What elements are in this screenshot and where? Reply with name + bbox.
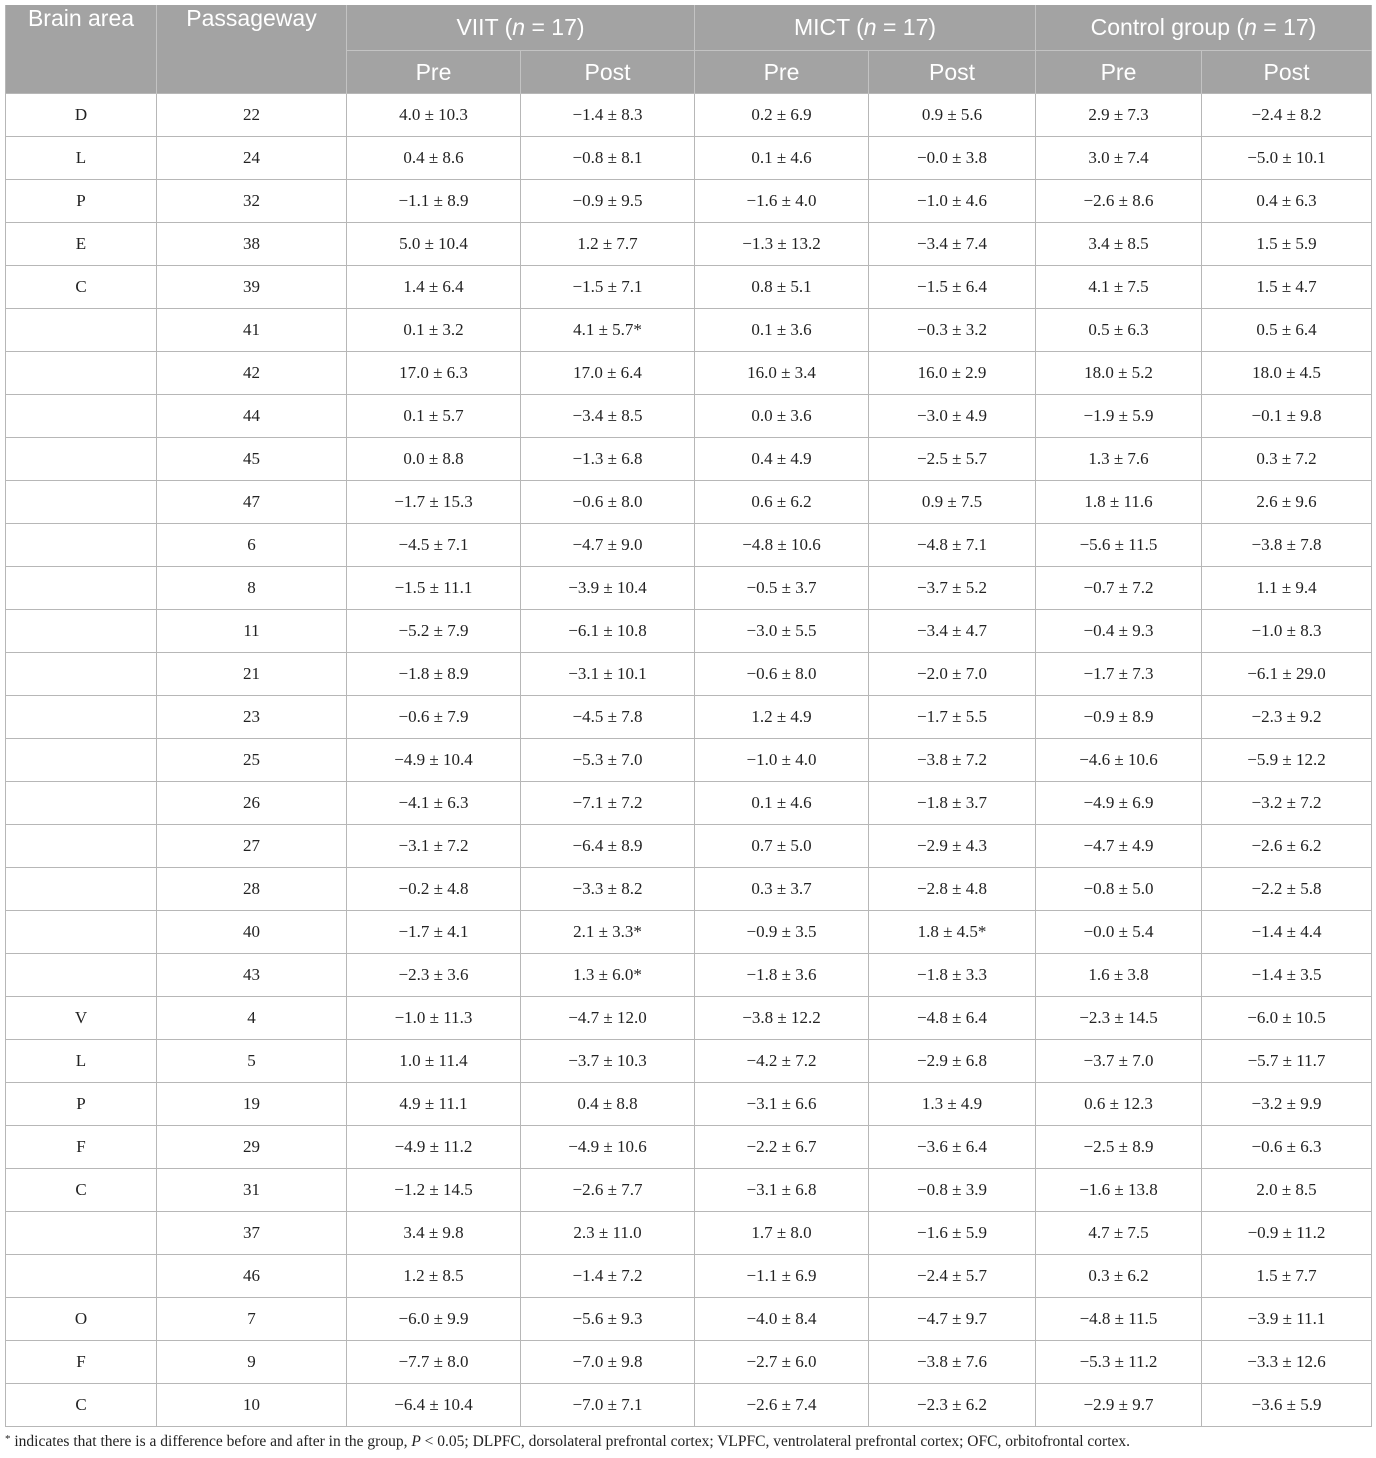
- cell-mict-post: −3.8 ± 7.2: [869, 739, 1036, 782]
- table-row: [6, 309, 1372, 352]
- cell-mict-post: −3.7 ± 5.2: [869, 567, 1036, 610]
- table-row: [6, 1126, 1372, 1169]
- cell-control-pre: 4.7 ± 7.5: [1036, 1212, 1202, 1255]
- cell-viit-pre: −5.2 ± 7.9: [347, 610, 521, 653]
- cell-control-post: −3.9 ± 11.1: [1202, 1298, 1372, 1341]
- cell-control-pre: −0.7 ± 7.2: [1036, 567, 1202, 610]
- cell-viit-pre: 0.0 ± 8.8: [347, 438, 521, 481]
- cell-passageway: 24: [157, 137, 347, 180]
- cell-mict-post: −0.8 ± 3.9: [869, 1169, 1036, 1212]
- cell-brain-area: L: [6, 1040, 157, 1083]
- cell-control-post: −1.4 ± 3.5: [1202, 954, 1372, 997]
- cell-control-pre: 1.6 ± 3.8: [1036, 954, 1202, 997]
- cell-passageway: 5: [157, 1040, 347, 1083]
- cell-viit-post: −0.9 ± 9.5: [521, 180, 695, 223]
- cell-brain-area: [6, 653, 157, 696]
- cell-viit-post: −3.1 ± 10.1: [521, 653, 695, 696]
- cell-mict-post: 1.8 ± 4.5*: [869, 911, 1036, 954]
- cell-mict-pre: 0.3 ± 3.7: [695, 868, 869, 911]
- table-row: [6, 352, 1372, 395]
- cell-control-pre: −1.9 ± 5.9: [1036, 395, 1202, 438]
- cell-control-post: 1.5 ± 5.9: [1202, 223, 1372, 266]
- cell-passageway: 40: [157, 911, 347, 954]
- table-row: [6, 180, 1372, 223]
- table-row: [6, 1298, 1372, 1341]
- cell-viit-pre: 4.0 ± 10.3: [347, 94, 521, 137]
- table-row: [6, 868, 1372, 911]
- table-row: [6, 395, 1372, 438]
- cell-passageway: 11: [157, 610, 347, 653]
- header-mict-pre: Pre: [695, 51, 869, 94]
- cell-passageway: 28: [157, 868, 347, 911]
- cell-control-pre: 0.6 ± 12.3: [1036, 1083, 1202, 1126]
- cell-mict-pre: 0.8 ± 5.1: [695, 266, 869, 309]
- cell-mict-post: −2.5 ± 5.7: [869, 438, 1036, 481]
- table-row: [6, 997, 1372, 1040]
- cell-mict-post: −1.7 ± 5.5: [869, 696, 1036, 739]
- table-footnote: * indicates that there is a difference before and after in the group, P < 0.05; DLPFC, dorsolateral prefrontal cortex; VLPFC, ventrolateral prefrontal cortex; OFC, orbitofrontal cortex.: [5, 1433, 1131, 1450]
- cell-viit-pre: 3.4 ± 9.8: [347, 1212, 521, 1255]
- cell-passageway: 10: [157, 1384, 347, 1427]
- cell-control-pre: 3.4 ± 8.5: [1036, 223, 1202, 266]
- cell-viit-pre: 1.4 ± 6.4: [347, 266, 521, 309]
- cell-viit-pre: 0.1 ± 5.7: [347, 395, 521, 438]
- cell-viit-pre: 4.9 ± 11.1: [347, 1083, 521, 1126]
- cell-passageway: 19: [157, 1083, 347, 1126]
- table-row: [6, 696, 1372, 739]
- cell-control-post: −1.0 ± 8.3: [1202, 610, 1372, 653]
- cell-viit-pre: −2.3 ± 3.6: [347, 954, 521, 997]
- header-viit-post: Post: [521, 51, 695, 94]
- cell-mict-pre: −1.1 ± 6.9: [695, 1255, 869, 1298]
- cell-control-pre: 1.3 ± 7.6: [1036, 438, 1202, 481]
- cell-mict-pre: 0.7 ± 5.0: [695, 825, 869, 868]
- cell-viit-pre: −4.5 ± 7.1: [347, 524, 521, 567]
- cell-control-pre: −5.6 ± 11.5: [1036, 524, 1202, 567]
- cell-control-post: 1.1 ± 9.4: [1202, 567, 1372, 610]
- cell-brain-area: D: [6, 94, 157, 137]
- cell-viit-pre: 1.0 ± 11.4: [347, 1040, 521, 1083]
- cell-passageway: 43: [157, 954, 347, 997]
- cell-viit-post: 0.4 ± 8.8: [521, 1083, 695, 1126]
- cell-mict-post: −0.0 ± 3.8: [869, 137, 1036, 180]
- table-row: [6, 567, 1372, 610]
- table-row: [6, 438, 1372, 481]
- cell-control-post: −2.6 ± 6.2: [1202, 825, 1372, 868]
- cell-mict-pre: −0.5 ± 3.7: [695, 567, 869, 610]
- cell-control-pre: −2.9 ± 9.7: [1036, 1384, 1202, 1427]
- cell-control-post: −3.2 ± 9.9: [1202, 1083, 1372, 1126]
- cell-brain-area: [6, 739, 157, 782]
- cell-brain-area: [6, 610, 157, 653]
- cell-brain-area: [6, 1255, 157, 1298]
- cell-brain-area: [6, 309, 157, 352]
- cell-viit-post: −0.6 ± 8.0: [521, 481, 695, 524]
- cell-brain-area: [6, 395, 157, 438]
- cell-mict-post: 0.9 ± 7.5: [869, 481, 1036, 524]
- cell-control-post: −5.7 ± 11.7: [1202, 1040, 1372, 1083]
- cell-control-post: −6.0 ± 10.5: [1202, 997, 1372, 1040]
- cell-mict-post: −2.9 ± 6.8: [869, 1040, 1036, 1083]
- cell-brain-area: [6, 1212, 157, 1255]
- header-group-viit: VIIT (n = 17): [347, 5, 695, 51]
- cell-control-post: 2.0 ± 8.5: [1202, 1169, 1372, 1212]
- cell-brain-area: [6, 438, 157, 481]
- cell-viit-post: 4.1 ± 5.7*: [521, 309, 695, 352]
- cell-control-pre: −4.7 ± 4.9: [1036, 825, 1202, 868]
- header-group-mict: MICT (n = 17): [695, 5, 1036, 51]
- cell-viit-post: −6.4 ± 8.9: [521, 825, 695, 868]
- cell-viit-post: −1.4 ± 8.3: [521, 94, 695, 137]
- cell-viit-post: −5.6 ± 9.3: [521, 1298, 695, 1341]
- cell-viit-pre: −4.9 ± 11.2: [347, 1126, 521, 1169]
- cell-passageway: 21: [157, 653, 347, 696]
- table-row: [6, 1341, 1372, 1384]
- cell-mict-pre: −0.9 ± 3.5: [695, 911, 869, 954]
- table-row: [6, 782, 1372, 825]
- table-row: [6, 911, 1372, 954]
- cell-brain-area: O: [6, 1298, 157, 1341]
- cell-viit-post: −3.9 ± 10.4: [521, 567, 695, 610]
- cell-mict-post: −3.8 ± 7.6: [869, 1341, 1036, 1384]
- cell-brain-area: [6, 567, 157, 610]
- cell-control-post: −3.2 ± 7.2: [1202, 782, 1372, 825]
- cell-mict-pre: 0.4 ± 4.9: [695, 438, 869, 481]
- cell-viit-pre: −6.4 ± 10.4: [347, 1384, 521, 1427]
- cell-passageway: 39: [157, 266, 347, 309]
- cell-viit-pre: 1.2 ± 8.5: [347, 1255, 521, 1298]
- cell-mict-pre: 0.1 ± 4.6: [695, 137, 869, 180]
- cell-control-pre: −0.8 ± 5.0: [1036, 868, 1202, 911]
- cell-brain-area: L: [6, 137, 157, 180]
- header-passageway: Passageway: [157, 5, 347, 94]
- cell-viit-post: −7.0 ± 9.8: [521, 1341, 695, 1384]
- cell-passageway: 23: [157, 696, 347, 739]
- cell-mict-pre: 0.6 ± 6.2: [695, 481, 869, 524]
- cell-viit-post: −3.4 ± 8.5: [521, 395, 695, 438]
- cell-brain-area: C: [6, 1384, 157, 1427]
- cell-control-post: −0.1 ± 9.8: [1202, 395, 1372, 438]
- cell-passageway: 25: [157, 739, 347, 782]
- cell-control-pre: 0.3 ± 6.2: [1036, 1255, 1202, 1298]
- cell-mict-post: −3.0 ± 4.9: [869, 395, 1036, 438]
- cell-brain-area: [6, 352, 157, 395]
- cell-viit-post: −4.7 ± 9.0: [521, 524, 695, 567]
- cell-viit-pre: −1.7 ± 4.1: [347, 911, 521, 954]
- cell-viit-post: 1.3 ± 6.0*: [521, 954, 695, 997]
- cell-mict-post: −2.9 ± 4.3: [869, 825, 1036, 868]
- cell-brain-area: [6, 524, 157, 567]
- table-row: [6, 1255, 1372, 1298]
- table-row: [6, 954, 1372, 997]
- table-header: [6, 5, 1372, 94]
- cell-passageway: 32: [157, 180, 347, 223]
- cell-mict-post: −2.8 ± 4.8: [869, 868, 1036, 911]
- cell-viit-pre: −1.2 ± 14.5: [347, 1169, 521, 1212]
- cell-mict-post: −1.0 ± 4.6: [869, 180, 1036, 223]
- cell-mict-pre: −2.7 ± 6.0: [695, 1341, 869, 1384]
- cell-viit-post: −6.1 ± 10.8: [521, 610, 695, 653]
- cell-control-pre: 4.1 ± 7.5: [1036, 266, 1202, 309]
- cell-passageway: 41: [157, 309, 347, 352]
- cell-viit-post: −0.8 ± 8.1: [521, 137, 695, 180]
- cell-control-pre: −4.8 ± 11.5: [1036, 1298, 1202, 1341]
- cell-viit-post: −4.7 ± 12.0: [521, 997, 695, 1040]
- cell-passageway: 27: [157, 825, 347, 868]
- cell-passageway: 8: [157, 567, 347, 610]
- cell-viit-pre: −4.1 ± 6.3: [347, 782, 521, 825]
- cell-control-pre: −5.3 ± 11.2: [1036, 1341, 1202, 1384]
- cell-viit-post: −4.5 ± 7.8: [521, 696, 695, 739]
- cell-control-pre: −2.3 ± 14.5: [1036, 997, 1202, 1040]
- cell-mict-pre: −3.0 ± 5.5: [695, 610, 869, 653]
- table-body: [6, 94, 1372, 1427]
- cell-control-post: 0.3 ± 7.2: [1202, 438, 1372, 481]
- cell-mict-pre: −3.8 ± 12.2: [695, 997, 869, 1040]
- cell-viit-post: −7.1 ± 7.2: [521, 782, 695, 825]
- cell-mict-post: 1.3 ± 4.9: [869, 1083, 1036, 1126]
- footnote-symbol: *: [5, 1433, 11, 1445]
- cell-viit-post: 17.0 ± 6.4: [521, 352, 695, 395]
- cell-mict-pre: −3.1 ± 6.8: [695, 1169, 869, 1212]
- cell-mict-post: −0.3 ± 3.2: [869, 309, 1036, 352]
- cell-brain-area: [6, 954, 157, 997]
- cell-mict-pre: 0.1 ± 4.6: [695, 782, 869, 825]
- cell-brain-area: [6, 825, 157, 868]
- cell-control-post: 2.6 ± 9.6: [1202, 481, 1372, 524]
- cell-control-post: 0.4 ± 6.3: [1202, 180, 1372, 223]
- cell-mict-pre: −1.0 ± 4.0: [695, 739, 869, 782]
- cell-mict-pre: −3.1 ± 6.6: [695, 1083, 869, 1126]
- cell-control-post: −1.4 ± 4.4: [1202, 911, 1372, 954]
- cell-viit-pre: −1.5 ± 11.1: [347, 567, 521, 610]
- cell-mict-pre: −4.2 ± 7.2: [695, 1040, 869, 1083]
- cell-viit-post: 2.1 ± 3.3*: [521, 911, 695, 954]
- cell-control-post: −3.8 ± 7.8: [1202, 524, 1372, 567]
- cell-viit-pre: −1.0 ± 11.3: [347, 997, 521, 1040]
- cell-mict-pre: −1.8 ± 3.6: [695, 954, 869, 997]
- cell-mict-post: −4.8 ± 7.1: [869, 524, 1036, 567]
- cell-passageway: 45: [157, 438, 347, 481]
- table-row: [6, 223, 1372, 266]
- cell-mict-post: −4.8 ± 6.4: [869, 997, 1036, 1040]
- table-row: [6, 524, 1372, 567]
- cell-mict-pre: 16.0 ± 3.4: [695, 352, 869, 395]
- cell-passageway: 6: [157, 524, 347, 567]
- cell-mict-pre: −2.6 ± 7.4: [695, 1384, 869, 1427]
- results-table: [5, 5, 1372, 1427]
- table-row: [6, 1083, 1372, 1126]
- cell-control-post: −0.9 ± 11.2: [1202, 1212, 1372, 1255]
- header-mict-post: Post: [869, 51, 1036, 94]
- table-row: [6, 1384, 1372, 1427]
- results-table-container: [5, 5, 1371, 1427]
- cell-mict-post: −2.0 ± 7.0: [869, 653, 1036, 696]
- cell-passageway: 42: [157, 352, 347, 395]
- cell-brain-area: [6, 868, 157, 911]
- cell-control-post: −5.9 ± 12.2: [1202, 739, 1372, 782]
- cell-viit-pre: −3.1 ± 7.2: [347, 825, 521, 868]
- cell-brain-area: C: [6, 266, 157, 309]
- cell-brain-area: P: [6, 1083, 157, 1126]
- cell-viit-pre: 0.1 ± 3.2: [347, 309, 521, 352]
- cell-control-post: −3.6 ± 5.9: [1202, 1384, 1372, 1427]
- cell-control-post: 1.5 ± 4.7: [1202, 266, 1372, 309]
- cell-viit-post: −1.4 ± 7.2: [521, 1255, 695, 1298]
- cell-mict-pre: −4.8 ± 10.6: [695, 524, 869, 567]
- table-row: [6, 1212, 1372, 1255]
- cell-viit-pre: −0.2 ± 4.8: [347, 868, 521, 911]
- cell-control-pre: −3.7 ± 7.0: [1036, 1040, 1202, 1083]
- cell-passageway: 46: [157, 1255, 347, 1298]
- cell-mict-post: −1.8 ± 3.7: [869, 782, 1036, 825]
- cell-control-pre: −1.7 ± 7.3: [1036, 653, 1202, 696]
- table-row: [6, 1169, 1372, 1212]
- table-row: [6, 653, 1372, 696]
- cell-viit-pre: −0.6 ± 7.9: [347, 696, 521, 739]
- cell-brain-area: [6, 696, 157, 739]
- cell-control-pre: −4.9 ± 6.9: [1036, 782, 1202, 825]
- cell-viit-pre: −4.9 ± 10.4: [347, 739, 521, 782]
- cell-passageway: 47: [157, 481, 347, 524]
- table-row: [6, 94, 1372, 137]
- cell-mict-post: −2.3 ± 6.2: [869, 1384, 1036, 1427]
- cell-mict-pre: −1.3 ± 13.2: [695, 223, 869, 266]
- cell-control-post: −6.1 ± 29.0: [1202, 653, 1372, 696]
- cell-control-post: 18.0 ± 4.5: [1202, 352, 1372, 395]
- cell-viit-post: 2.3 ± 11.0: [521, 1212, 695, 1255]
- cell-passageway: 44: [157, 395, 347, 438]
- table-row: [6, 481, 1372, 524]
- cell-control-pre: −2.5 ± 8.9: [1036, 1126, 1202, 1169]
- cell-viit-pre: −1.1 ± 8.9: [347, 180, 521, 223]
- cell-control-pre: −1.6 ± 13.8: [1036, 1169, 1202, 1212]
- cell-brain-area: [6, 911, 157, 954]
- cell-brain-area: F: [6, 1126, 157, 1169]
- cell-brain-area: E: [6, 223, 157, 266]
- cell-passageway: 7: [157, 1298, 347, 1341]
- cell-control-post: −3.3 ± 12.6: [1202, 1341, 1372, 1384]
- cell-mict-post: −2.4 ± 5.7: [869, 1255, 1036, 1298]
- cell-passageway: 22: [157, 94, 347, 137]
- cell-passageway: 9: [157, 1341, 347, 1384]
- table-row: [6, 266, 1372, 309]
- cell-brain-area: P: [6, 180, 157, 223]
- cell-brain-area: V: [6, 997, 157, 1040]
- cell-control-pre: 1.8 ± 11.6: [1036, 481, 1202, 524]
- cell-mict-pre: −1.6 ± 4.0: [695, 180, 869, 223]
- cell-mict-post: 16.0 ± 2.9: [869, 352, 1036, 395]
- cell-mict-post: −1.6 ± 5.9: [869, 1212, 1036, 1255]
- header-control-post: Post: [1202, 51, 1372, 94]
- cell-viit-post: 1.2 ± 7.7: [521, 223, 695, 266]
- cell-mict-pre: −0.6 ± 8.0: [695, 653, 869, 696]
- cell-passageway: 4: [157, 997, 347, 1040]
- cell-control-post: −5.0 ± 10.1: [1202, 137, 1372, 180]
- cell-mict-post: −1.8 ± 3.3: [869, 954, 1036, 997]
- cell-control-post: 0.5 ± 6.4: [1202, 309, 1372, 352]
- cell-viit-post: −2.6 ± 7.7: [521, 1169, 695, 1212]
- cell-viit-post: −3.3 ± 8.2: [521, 868, 695, 911]
- cell-mict-post: 0.9 ± 5.6: [869, 94, 1036, 137]
- cell-brain-area: [6, 782, 157, 825]
- cell-passageway: 37: [157, 1212, 347, 1255]
- cell-viit-post: −5.3 ± 7.0: [521, 739, 695, 782]
- cell-mict-pre: 0.2 ± 6.9: [695, 94, 869, 137]
- cell-mict-pre: 0.0 ± 3.6: [695, 395, 869, 438]
- header-control-pre: Pre: [1036, 51, 1202, 94]
- cell-viit-pre: −6.0 ± 9.9: [347, 1298, 521, 1341]
- cell-mict-pre: 1.2 ± 4.9: [695, 696, 869, 739]
- table-row: [6, 739, 1372, 782]
- cell-mict-pre: 0.1 ± 3.6: [695, 309, 869, 352]
- cell-mict-post: −1.5 ± 6.4: [869, 266, 1036, 309]
- cell-mict-pre: −4.0 ± 8.4: [695, 1298, 869, 1341]
- cell-control-pre: −2.6 ± 8.6: [1036, 180, 1202, 223]
- cell-mict-post: −4.7 ± 9.7: [869, 1298, 1036, 1341]
- cell-control-post: 1.5 ± 7.7: [1202, 1255, 1372, 1298]
- cell-viit-post: −1.3 ± 6.8: [521, 438, 695, 481]
- cell-control-post: −2.2 ± 5.8: [1202, 868, 1372, 911]
- cell-viit-post: −3.7 ± 10.3: [521, 1040, 695, 1083]
- cell-control-pre: 2.9 ± 7.3: [1036, 94, 1202, 137]
- cell-viit-pre: −1.7 ± 15.3: [347, 481, 521, 524]
- cell-control-pre: −4.6 ± 10.6: [1036, 739, 1202, 782]
- cell-viit-pre: −1.8 ± 8.9: [347, 653, 521, 696]
- header-group-control: Control group (n = 17): [1036, 5, 1372, 51]
- header-brain-area: Brain area: [6, 5, 157, 94]
- cell-control-post: −2.4 ± 8.2: [1202, 94, 1372, 137]
- cell-control-pre: −0.9 ± 8.9: [1036, 696, 1202, 739]
- cell-passageway: 26: [157, 782, 347, 825]
- table-row: [6, 825, 1372, 868]
- cell-viit-pre: 17.0 ± 6.3: [347, 352, 521, 395]
- cell-mict-post: −3.6 ± 6.4: [869, 1126, 1036, 1169]
- cell-viit-post: −1.5 ± 7.1: [521, 266, 695, 309]
- cell-control-pre: −0.0 ± 5.4: [1036, 911, 1202, 954]
- cell-control-pre: 3.0 ± 7.4: [1036, 137, 1202, 180]
- cell-viit-pre: 5.0 ± 10.4: [347, 223, 521, 266]
- cell-mict-pre: 1.7 ± 8.0: [695, 1212, 869, 1255]
- cell-viit-pre: −7.7 ± 8.0: [347, 1341, 521, 1384]
- cell-control-pre: −0.4 ± 9.3: [1036, 610, 1202, 653]
- cell-brain-area: F: [6, 1341, 157, 1384]
- cell-control-pre: 0.5 ± 6.3: [1036, 309, 1202, 352]
- cell-control-pre: 18.0 ± 5.2: [1036, 352, 1202, 395]
- cell-mict-pre: −2.2 ± 6.7: [695, 1126, 869, 1169]
- cell-viit-pre: 0.4 ± 8.6: [347, 137, 521, 180]
- header-viit-pre: Pre: [347, 51, 521, 94]
- table-row: [6, 137, 1372, 180]
- cell-passageway: 31: [157, 1169, 347, 1212]
- cell-viit-post: −7.0 ± 7.1: [521, 1384, 695, 1427]
- cell-brain-area: [6, 481, 157, 524]
- cell-control-post: −2.3 ± 9.2: [1202, 696, 1372, 739]
- cell-control-post: −0.6 ± 6.3: [1202, 1126, 1372, 1169]
- table-row: [6, 1040, 1372, 1083]
- cell-passageway: 29: [157, 1126, 347, 1169]
- cell-mict-post: −3.4 ± 4.7: [869, 610, 1036, 653]
- cell-brain-area: C: [6, 1169, 157, 1212]
- cell-mict-post: −3.4 ± 7.4: [869, 223, 1036, 266]
- cell-passageway: 38: [157, 223, 347, 266]
- cell-viit-post: −4.9 ± 10.6: [521, 1126, 695, 1169]
- table-row: [6, 610, 1372, 653]
